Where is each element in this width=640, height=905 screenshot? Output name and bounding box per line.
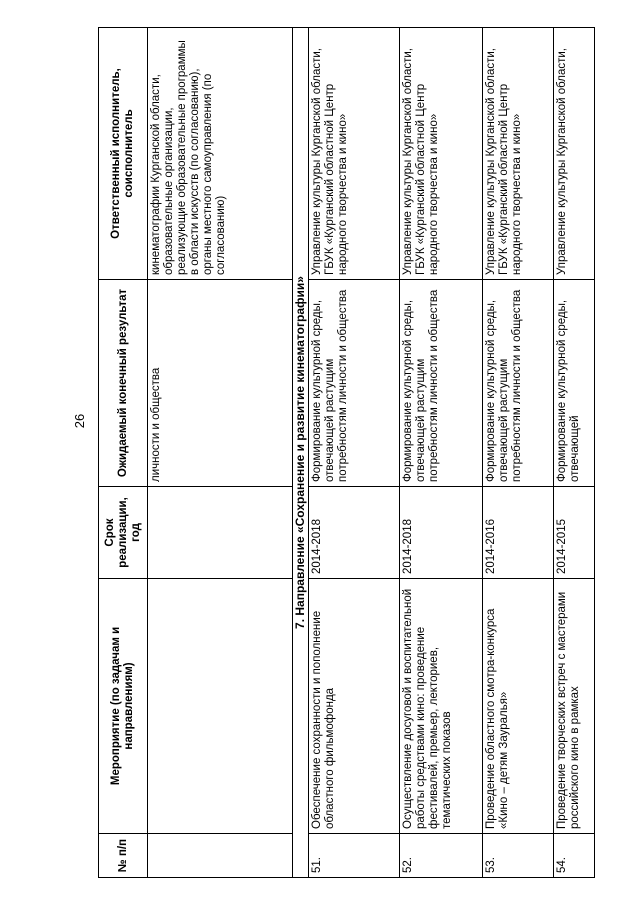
header-num: № п/п [99, 834, 148, 878]
cell-activity: Обеспечение сохранности и пополнение областного фильмофонда [309, 579, 400, 834]
cell-result: Формирование культурной среды, отвечающей растущим потребностям личности и общества [309, 280, 400, 487]
table-row-continued [148, 28, 293, 878]
cell-num: 52. [400, 834, 483, 878]
header-responsible: Ответственный исполнитель, соисполнитель [99, 28, 148, 280]
cell-activity: Осуществление досуговой и воспитательной работы средствами кино: проведение фестивалей, премьер, лекториев, тематических показов [400, 579, 483, 834]
activities-table [98, 27, 595, 878]
table-row [400, 28, 483, 878]
header-period: Срок реализации, год [99, 487, 148, 579]
table-row [309, 28, 400, 878]
cell-activity [148, 579, 293, 834]
cell-responsible: Управление культуры Курганской области, ГБУК «Курганский областной Центр народного творчества и кино» [400, 28, 483, 280]
rotated-table-wrapper [98, 28, 581, 878]
cell-num [148, 834, 293, 878]
page-number: 26 [72, 413, 87, 429]
cell-responsible: кинематографии Курганской области, образовательные организации, реализующие образовательные программы в области искусств (по согласованию), органы местного самоуправления (по согласованию) [148, 28, 293, 280]
cell-activity: Проведение творческих встреч с мастерами российского кино в рамках [554, 579, 595, 834]
cell-period: 2014-2018 [309, 487, 400, 579]
cell-num: 51. [309, 834, 400, 878]
section-title: 7. Направление «Сохранение и развитие кинематографии» [293, 28, 309, 878]
cell-num: 53. [483, 834, 554, 878]
cell-responsible: Управление культуры Курганской области, ГБУК «Курганский областной Центр народного творчества и кино» [309, 28, 400, 280]
section-row [293, 28, 309, 878]
cell-period: 2014-2018 [400, 487, 483, 579]
cell-responsible: Управление культуры Курганской области, ГБУК «Курганский областной Центр народного творчества и кино» [483, 28, 554, 280]
table-row [483, 28, 554, 878]
cell-result: Формирование культурной среды, отвечающей растущим потребностям личности и общества [483, 280, 554, 487]
cell-activity: Проведение областного смотра-конкурса «Кино – детям Зауралья» [483, 579, 554, 834]
cell-period: 2014-2016 [483, 487, 554, 579]
cell-responsible: Управление культуры Курганской области, [554, 28, 595, 280]
table-header-row [99, 28, 148, 878]
cell-period: 2014-2015 [554, 487, 595, 579]
table-row [554, 28, 595, 878]
cell-num: 54. [554, 834, 595, 878]
cell-period [148, 487, 293, 579]
header-result: Ожидаемый конечный результат [99, 280, 148, 487]
cell-result: личности и общества [148, 280, 293, 487]
cell-result: Формирование культурной среды, отвечающей [554, 280, 595, 487]
cell-result: Формирование культурной среды, отвечающей растущим потребностям личности и общества [400, 280, 483, 487]
header-activity: Мероприятие (по задачам и направлениям) [99, 579, 148, 834]
